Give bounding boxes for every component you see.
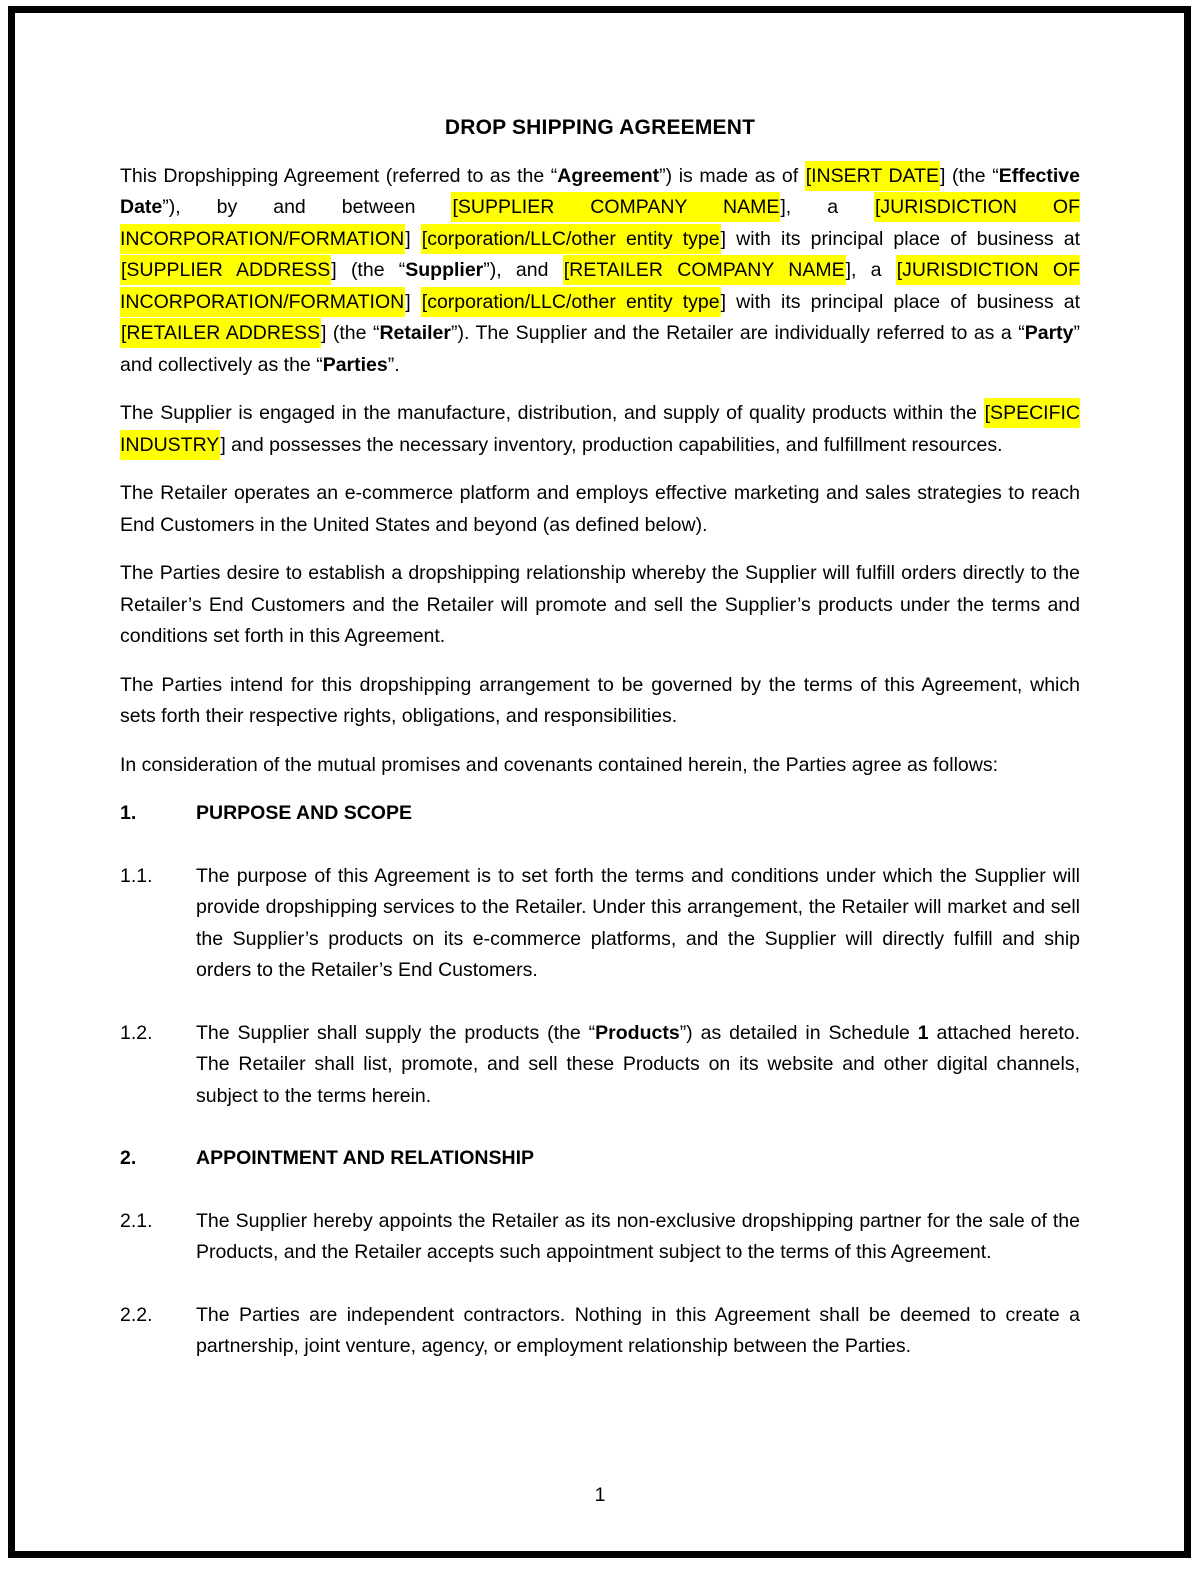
clause-1-2-number: 1.2. xyxy=(120,1021,153,1044)
clause-2-2-text: The Parties are independent contractors. Nothing in this Agreement shall be deemed to create a partnership, joint venture, agency, or employment relationship between the Parties. xyxy=(196,1303,1080,1357)
clause-2-1-text: The Supplier hereby appoints the Retailer as its non-exclusive dropshipping partner for the sale of the Products, and the Retailer accepts such appointment subject to the terms of this Agreement. xyxy=(196,1209,1080,1263)
clause-1-2 xyxy=(120,1018,1080,1113)
clause-2-2-number: 2.2. xyxy=(120,1303,153,1326)
clause-2-1-number: 2.1. xyxy=(120,1209,153,1232)
clause-1-1-number: 1.1. xyxy=(120,864,153,887)
section-1-heading-text: PURPOSE AND SCOPE xyxy=(196,802,412,824)
section-1-number: 1. xyxy=(120,802,137,824)
clause-1-2-text: The Supplier shall supply the products (the “Products”) as detailed in Schedule 1 attached hereto. The Retailer shall list, promote, and sell these Products on its website and other digital channels, subject to the terms herein. xyxy=(196,1021,1080,1107)
section-2-number: 2. xyxy=(120,1147,137,1169)
clause-2-1 xyxy=(120,1206,1080,1269)
clause-1-1 xyxy=(120,861,1080,987)
section-2-heading xyxy=(120,1143,1080,1175)
document-content xyxy=(120,112,1080,1394)
clause-1-1-text: The purpose of this Agreement is to set forth the terms and conditions under which the Supplier will provide dropshipping services to the Retailer. Under this arrangement, the Retailer will market and sell the Supplier’s products on its e-commerce platforms, and the Supplier will directly fulfill and ship orders to the Retailer’s End Customers. xyxy=(196,864,1080,981)
recital-paragraph-supplier: The Supplier is engaged in the manufacture, distribution, and supply of quality products within the [SPECIFIC INDUSTRY] and possesses the necessary inventory, production capabilities, and fulfillment resources. xyxy=(120,398,1080,461)
recital-paragraph-desire: The Parties desire to establish a dropshipping relationship whereby the Supplier will fulfill orders directly to the Retailer’s End Customers and the Retailer will promote and sell the Supplier’s products under the terms and conditions set forth in this Agreement. xyxy=(120,562,1080,647)
clause-2-2 xyxy=(120,1300,1080,1363)
consideration-paragraph: In consideration of the mutual promises and covenants contained herein, the Parties agree as follows: xyxy=(120,753,999,776)
recital-paragraph-retailer: The Retailer operates an e-commerce platform and employs effective marketing and sales strategies to reach End Customers in the United States and beyond (as defined below). xyxy=(120,482,1080,536)
intro-paragraph: This Dropshipping Agreement (referred to as the “Agreement”) is made as of [INSERT DATE] (the “Effective Date”), by and between [SUPPLIER COMPANY NAME], a [JURISDICTION OF INCORPORATION/FORMATION] [corporation/LLC/other entity type] with its principal place of business at [SUPPLIER ADDRESS] (the “Supplier”), and [RETAILER COMPANY NAME], a [JURISDICTION OF INCORPORATION/FORMATION] [corporation/LLC/other entity type] with its principal place of business at [RETAILER ADDRESS] (the “Retailer”). The Supplier and the Retailer are individually referred to as a “Party” and collectively as the “Parties”. xyxy=(120,161,1080,382)
recital-paragraph-intent: The Parties intend for this dropshipping arrangement to be governed by the terms of this Agreement, which sets forth their respective rights, obligations, and responsibilities. xyxy=(120,673,1080,727)
section-1-heading xyxy=(120,798,1080,830)
page-number: 1 xyxy=(594,1484,606,1506)
document-title: DROP SHIPPING AGREEMENT xyxy=(444,116,756,139)
section-2-heading-text: APPOINTMENT AND RELATIONSHIP xyxy=(196,1147,535,1169)
